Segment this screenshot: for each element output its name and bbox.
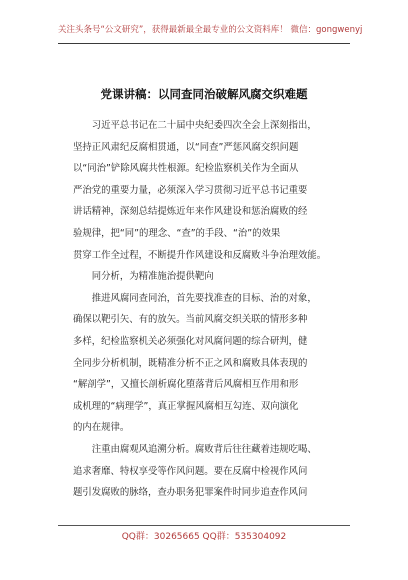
- text-line: 同分析，为精准施治提供靶向: [91, 271, 214, 283]
- text-line: 严治党的重要力量，必须深入学习贯彻习近平总书记重要: [73, 184, 308, 196]
- text-line: 讲话精神，深刻总结提炼近年来作风建设和惩治腐败的经: [73, 206, 308, 218]
- text-line: 多样，纪检监察机关必须强化对风腐问题的综合研判，健: [73, 335, 308, 347]
- text-line: 注重由腐观风追溯分析。腐败背后往往藏着违规吃喝、: [91, 443, 317, 455]
- paragraph-intro: [73, 115, 356, 266]
- document-title: 党课讲稿：以同查同治破解风腐交织难题: [100, 87, 308, 101]
- text-line: 追求奢靡、特权享受等作风问题。要在反腐中检视作风问: [73, 465, 308, 477]
- section-heading: [73, 266, 356, 288]
- text-line: 验规律，把“同”的理念、“查”的手段、“治”的效果: [73, 227, 281, 239]
- text-line: 习近平总书记在二十届中央纪委四次全会上深刻指出，: [91, 120, 317, 131]
- text-line: 题引发腐败的脉络，查办职务犯罪案件时同步追查作风问: [73, 487, 308, 499]
- paragraph-trace: [73, 439, 356, 504]
- page-header: [58, 21, 363, 44]
- text-line: “解剖学”，又擅长剖析腐化堕落背后风腐相互作用和形: [73, 379, 299, 391]
- header-notice: 关注头条号“公文研究”，获得最新最全最专业的公文资料库！ 微信：gongwenyj: [58, 25, 363, 35]
- text-line: 贯穿工作全过程，不断提升作风建设和反腐败斗争治理效能。: [73, 249, 327, 261]
- paragraph-analysis: [73, 288, 356, 439]
- text-line: 成机理的“病理学”，真正掌握风腐相互勾连、双向演化: [73, 400, 299, 412]
- footer-contact: QQ群：30265665 QQ群：535304092: [121, 532, 287, 542]
- document-body: [73, 115, 356, 504]
- text-line: 坚持正风肃纪反腐相贯通，以“同查”严惩风腐交织问题: [73, 141, 299, 153]
- page-footer: [58, 525, 350, 544]
- text-line: 推进风腐同查同治，首先要找准查的目标、治的对象，: [91, 292, 317, 304]
- text-line: 以“同治”铲除风腐共性根源。纪检监察机关作为全面从: [73, 163, 299, 175]
- text-line: 全同步分析机制，既精准分析不正之风和腐败具体表现的: [73, 357, 308, 369]
- text-line: 的内在规律。: [73, 422, 130, 434]
- text-line: 确保以靶引矢、有的放矢。当前风腐交织关联的情形多种: [73, 314, 308, 326]
